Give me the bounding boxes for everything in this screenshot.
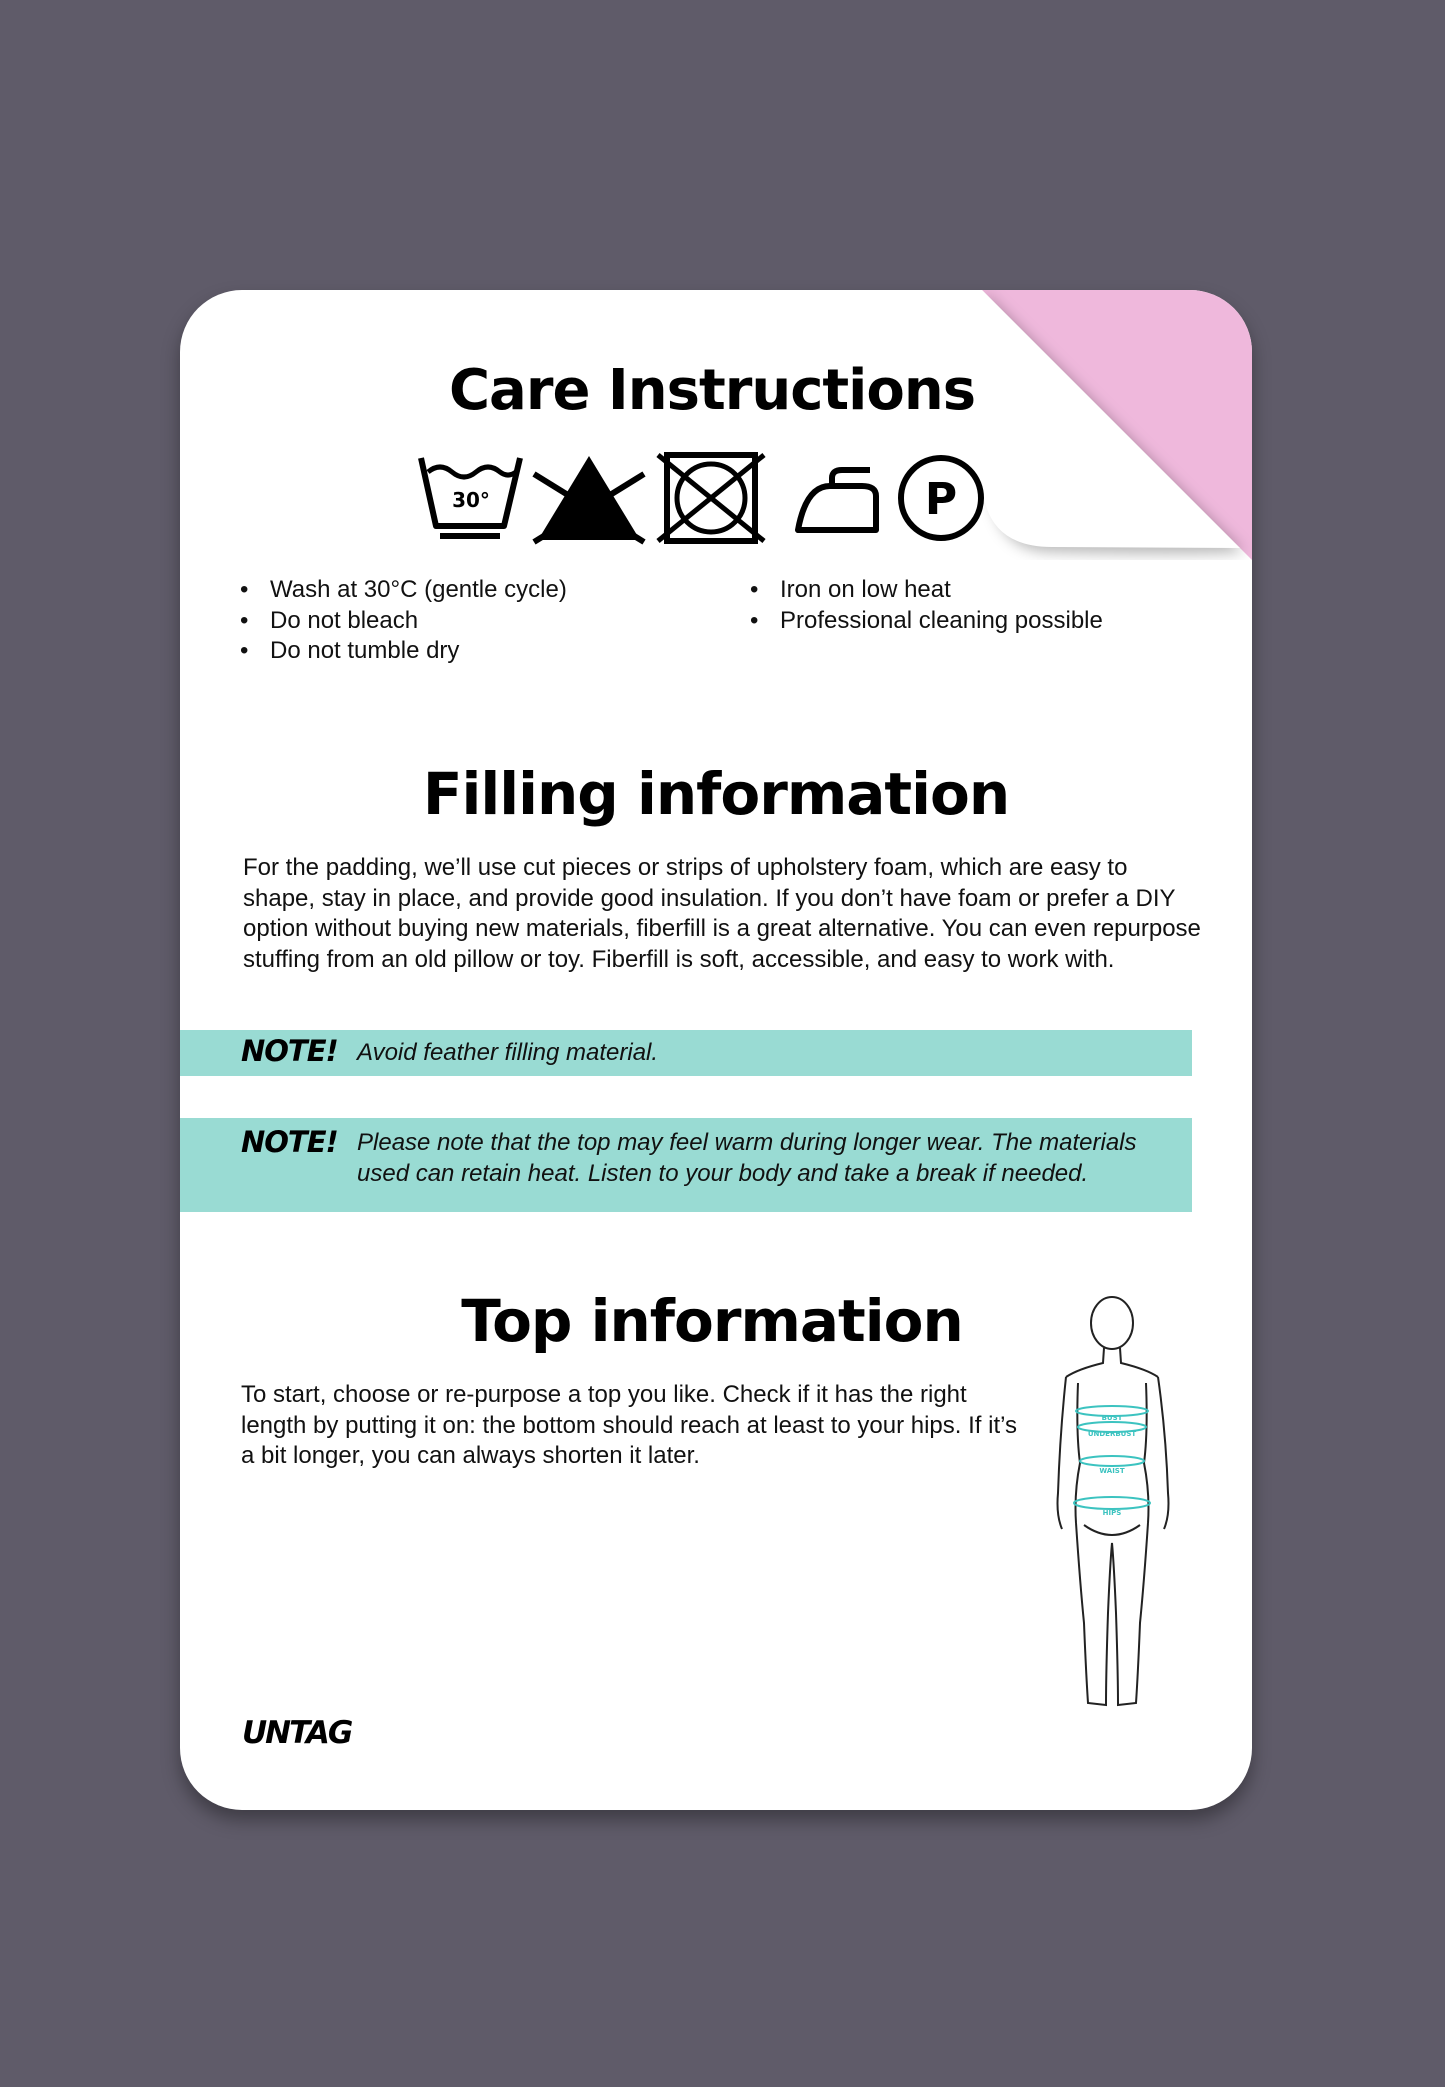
note-text: Avoid feather filling material. — [357, 1039, 659, 1066]
care-instruction-iron: • Iron on low heat — [748, 575, 1103, 606]
note-banner-warmth — [180, 1118, 1192, 1212]
svg-text:WAIST: WAIST — [1099, 1467, 1125, 1475]
untag-logo: UNTAG — [242, 1715, 352, 1751]
body-measurement-figure — [1048, 1293, 1188, 1718]
page-curl-corner — [982, 290, 1252, 560]
care-card — [180, 290, 1252, 1810]
do-not-bleach-icon — [530, 450, 648, 545]
care-list-left — [238, 575, 567, 667]
top-information-title: Top information — [461, 1287, 963, 1355]
iron-low-heat-icon — [792, 450, 882, 545]
care-instruction-bleach: • Do not bleach — [238, 606, 567, 637]
svg-text:P: P — [924, 474, 958, 525]
svg-text:30°: 30° — [452, 488, 490, 512]
care-instruction-professional-cleaning: • Professional cleaning possible — [748, 606, 1103, 637]
wash-30-icon — [416, 450, 526, 545]
filling-information-title: Filling information — [422, 760, 1010, 828]
care-list-right — [748, 575, 1103, 636]
note-label: NOTE! — [241, 1125, 338, 1159]
svg-text:HIPS: HIPS — [1102, 1509, 1122, 1517]
note-text: Please note that the top may feel warm during longer wear. The materials used can retain heat. Listen to your body and take a break if needed. — [357, 1129, 1137, 1187]
care-instructions-title: Care Instructions — [448, 358, 976, 423]
svg-text:UNDERBUST: UNDERBUST — [1087, 1430, 1137, 1438]
care-instruction-tumble-dry: • Do not tumble dry — [238, 636, 567, 667]
note-label: NOTE! — [241, 1034, 338, 1068]
note-banner-feather — [180, 1030, 1192, 1076]
care-symbols-row — [416, 450, 1016, 550]
top-information-text: To start, choose or re-purpose a top you like. Check if it has the right length by putting it on: the bottom should reach at least to your hips. If it’s a bit longer, you can always shorten it later. — [241, 1381, 1018, 1469]
filling-information-text: For the padding, we’ll use cut pieces or strips of upholstery foam, which are easy to shape, stay in place, and provide good insulation. If you don’t have foam or prefer a DIY option without buying new materials, fiberfill is a great alternative. You can even repurpose stuffing from an old pillow or toy. Fiberfill is soft, accessible, and easy to work with. — [243, 854, 1201, 973]
professional-cleaning-p-icon — [896, 450, 986, 545]
do-not-tumble-dry-icon — [656, 450, 766, 545]
care-instruction-wash: • Wash at 30°C (gentle cycle) — [238, 575, 567, 606]
svg-text:BUST: BUST — [1101, 1414, 1123, 1422]
